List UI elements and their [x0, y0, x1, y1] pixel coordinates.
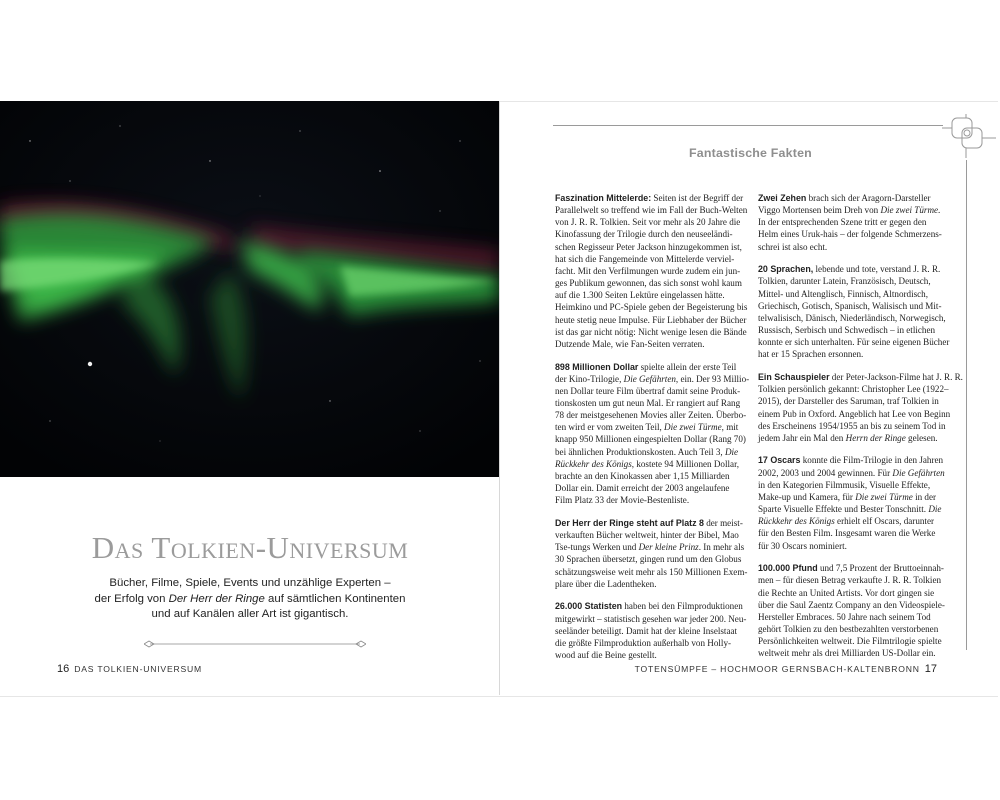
page-gutter — [499, 101, 500, 695]
celtic-knot-icon — [938, 112, 998, 160]
top-rule — [553, 125, 943, 126]
section-title: Fantastische Fakten — [689, 146, 812, 160]
text-column-1 — [555, 192, 751, 672]
aurora-illustration — [0, 101, 499, 477]
fact-paragraph: 26.000 Statisten haben bei den Filmproduktionen mitgewirkt – statistisch gesehen war jeder 200. Neu- seeländer beteiligt. Damit hat der kleine Inselstaat die größte Filmproduktion außerhalb von Holly- wood auf die Beine gestellt. — [555, 601, 747, 660]
aurora-photo — [0, 101, 499, 477]
subtitle-line-1: Bücher, Filme, Spiele, Events und unzählige Experten – — [109, 577, 391, 589]
ornament-divider — [144, 639, 366, 649]
fact-paragraph: Zwei Zehen brach sich der Aragorn-Darsteller Viggo Mortensen beim Dreh von Die zwei Türme. In der entsprechenden Szene tritt er gegen den Helm eines Uruk-hais – der folgende Schmerzens- schrei ist also echt. — [758, 193, 942, 252]
page-number-left: 16 — [57, 663, 70, 675]
fact-paragraph: Der Herr der Ringe steht auf Platz 8 der meist- verkauften Bücher weltweit, hinter der Bibel, Mao Tse-tungs Werken und Der kleine Prinz. In mehr als 30 Sprachen übersetzt, gingen rund um den Globus schätzungsweise weit mehr als 150 Millionen Exem- plare über die Ladentheken. — [555, 517, 748, 589]
subtitle-line-2: der Erfolg von Der Herr der Ringe auf sämtlichen Kontinenten — [94, 592, 406, 605]
fact-paragraph: 20 Sprachen, lebende und tote, verstand J. R. R. Tolkien, darunter Latein, Französisch, Deutsch, Mittel- und Altenglisch, Finnisch, Altnordisch, Griechisch, Gotisch, Spanisch, Walisisch und Mit- telwalisisch, Dänisch, Niederländisch, Norwegisch, Russisch, Serbisch und Schwedisch – in etlichen konnte er sich unterhalten. Für seine eigenen Bücher hat er 15 Sprachen ersonnen. — [758, 264, 950, 360]
page-number-right: 17 — [924, 663, 937, 675]
fact-paragraph: 17 Oscars konnte die Film-Trilogie in den Jahren 2002, 2003 und 2004 gewinnen. Für Die Gefährten in den Kategorien Filmmusik, Visuelle Effekte, Make-up und Kamera, für Die zwei Türme in der Sparte Visuelle Effekte und Bester Tonschnitt. Die Rückkehr des Königs erhielt elf Oscars, darunter für den Besten Film. Insgesamt waren die Werke für 30 Oscars nominiert. — [758, 455, 945, 551]
running-head-right: TOTENSÜMPFE – HOCHMOOR GERNSBACH-KALTENBRONN — [634, 664, 920, 674]
chapter-subtitle — [70, 576, 430, 623]
text-column-2 — [758, 192, 963, 670]
fact-paragraph: 100.000 Pfund und 7,5 Prozent der Bruttoeinnah- men – für diesen Betrag verkaufte J. R. R. Tolkien die Rechte an United Artists. Vor dort gingen sie über die Saul Zaentz Company an den Videospiele- Hersteller Embraces. 50 Jahre nach seinem Tod gehört Tolkien zu den bestbezahlten verstorbenen Persönlichkeiten weltweit. Die Filmtrilogie spielte weltweit mehr als drei Milliarden US-Dollar ein. — [758, 563, 945, 659]
folio-left — [52, 663, 202, 675]
fact-paragraph: 898 Millionen Dollar spielte allein der erste Teil der Kino-Trilogie, Die Gefährten, ein. Der 93 Millio- nen Dollar teure Film übertraf damit seine Produk- tionskosten um gut neun Mal. Er rangiert auf Rang 78 der meistgesehenen Movies aller Zeiten. Überbo- ten wird er vom zweiten Teil, Die zwei Türme, mit knapp 950 Millionen eingespielten Dollar (Rang 70) bei ähnlichen Produktionskosten. Auch Teil 3, Die Rückkehr des Königs, kostete 94 Millionen Dollar, brachte an den Kinokassen aber 1,15 Milliarden Dollar ein. Damit erreicht der 2003 angelaufene Film Platz 33 der Movie-Bestenliste. — [555, 361, 750, 506]
folio-right — [635, 663, 942, 675]
chapter-title: Das Tolkien-Universum — [91, 530, 409, 565]
fact-paragraph: Faszination Mittelerde: Seiten ist der Begriff der Parallelwelt so treffend wie im Fall der Buch-Welten von J. R. R. Tolkien. Seit vor mehr als 20 Jahre die Kinofassung der Trilogie durch den neuseeländi- schen Regisseur Peter Jackson hinzugekommen ist, hat sich die Fangemeinde von Mittelerde verviel- facht. Mit den Verfilmungen wurde zudem ein jun- ges Publikum gewonnen, das sich sonst wohl kaum auf die 1.300 Seiten Lektüre eingelassen hätte. Heimkino und PC-Spiele geben der Begeisterung bis heute stetig neue Impulse. Für Liebhaber der Bücher ist das gar nicht nötig: Nicht wenige lesen die Bände Dutzende Male, wie Fan-Seiten verraten. — [555, 193, 748, 349]
subtitle-line-3: und auf Kanälen aller Art ist gigantisch. — [151, 608, 349, 620]
side-rule — [966, 160, 967, 650]
running-head-left: DAS TOLKIEN-UNIVERSUM — [74, 664, 202, 674]
fact-paragraph: Ein Schauspieler der Peter-Jackson-Filme hat J. R. R. Tolkien persönlich gekannt: Christopher Lee (1922– 2015), der Darsteller des Saruman, traf Tolkien in einem Pub in Oxford. Angeblich hat Lee von Beginn des Erscheinens 1954/1955 an bis zu seinem Tod in jedem Jahr ein Mal den Herrn der Ringe gelesen. — [758, 372, 963, 443]
